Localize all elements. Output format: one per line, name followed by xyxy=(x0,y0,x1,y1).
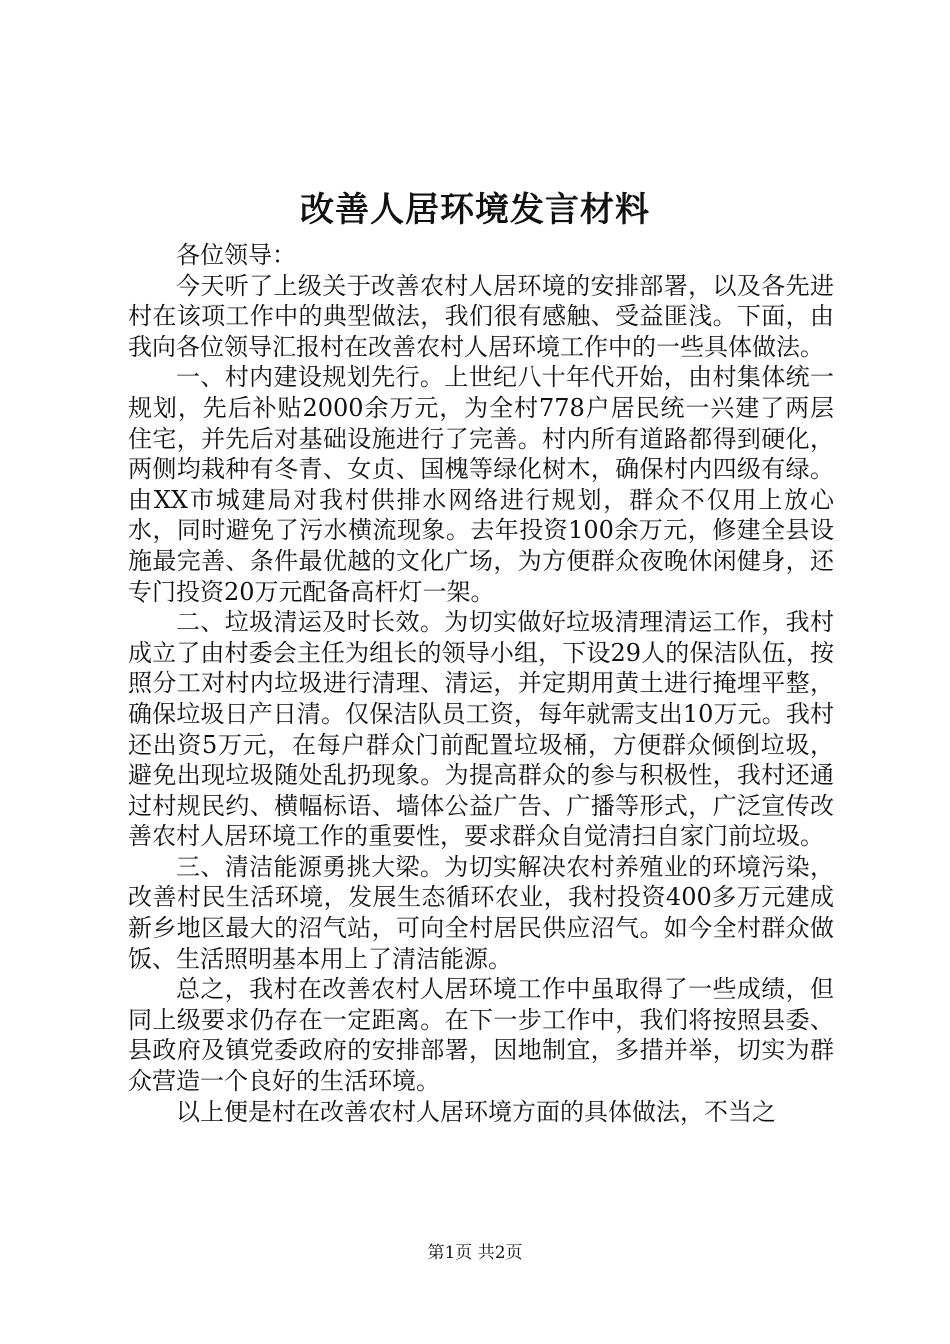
paragraph-closing: 以上便是村在改善农村人居环境方面的具体做法，不当之 xyxy=(176,1097,776,1126)
paragraph-garbage: 二、垃圾清运及时长效。为切实做好垃圾清理清运工作，我村成立了由村委会主任为组长的领导小组，下设29人的保洁队伍，按照分工对村内垃圾进行清理、清运，并定期用黄土进行掩埋平整，确保垃圾日产日清。仅保洁队员工资，每年就需支出10万元。我村还出资5万元，在每户群众门前配置垃圾桶，方便群众倾倒垃圾，避免出现垃圾随处乱扔现象。为提高群众的参与积极性，我村还通过村规民约、横幅标语、墙体公益广告、广播等形式，广泛宣传改善农村人居环境工作的重要性，要求群众自觉清扫自家门前垃圾。 xyxy=(128,608,834,851)
paragraph-planning: 一、村内建设规划先行。上世纪八十年代开始，由村集体统一规划，先后补贴2000余万元，为全村778户居民统一兴建了两层住宅，并先后对基础设施进行了完善。村内所有道路都得到硬化，两侧均栽种有冬青、女贞、国槐等绿化树木，确保村内四级有绿。由XX市城建局对我村供排水网络进行规划，群众不仅用上放心水，同时避免了污水横流现象。去年投资100余万元，修建全县设施最完善、条件最优越的文化广场，为方便群众夜晚休闲健身，还专门投资20万元配备高杆灯一架。 xyxy=(128,363,834,606)
document-body xyxy=(128,240,834,1127)
paragraph-clean-energy: 三、清洁能源勇挑大梁。为切实解决农村养殖业的环境污染，改善村民生活环境，发展生态循环农业，我村投资400多万元建成新乡地区最大的沼气站，可向全村居民供应沼气。如今全村群众做饭、生活照明基本用上了清洁能源。 xyxy=(128,852,834,973)
document-title: 改善人居环境发言材料 xyxy=(300,190,650,230)
salutation: 各位领导： xyxy=(176,241,296,269)
paragraph-summary: 总之，我村在改善农村人居环境工作中虽取得了一些成绩，但同上级要求仍存在一定距离。在下一步工作中，我们将按照县委、县政府及镇党委政府的安排部署，因地制宜，多措并举，切实为群众营造一个良好的生活环境。 xyxy=(128,975,834,1096)
paragraph-intro: 今天听了上级关于改善农村人居环境的安排部署，以及各先进村在该项工作中的典型做法，我们很有感触、受益匪浅。下面，由我向各位领导汇报村在改善农村人居环境工作中的一些具体做法。 xyxy=(128,271,834,361)
page-indicator: 第1页 共2页 xyxy=(427,1243,523,1263)
